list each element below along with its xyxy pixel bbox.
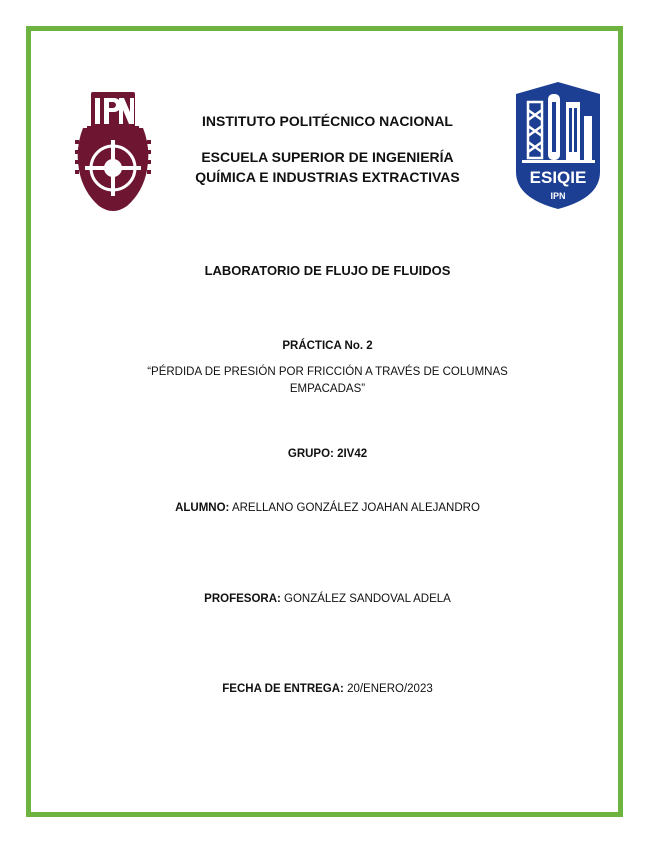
lab-name: LABORATORIO DE FLUJO DE FLUIDOS — [204, 263, 451, 278]
practice-title-line1: “PÉRDIDA DE PRESIÓN POR FRICCIÓN A TRAVÉS DE COLUMNAS — [147, 366, 508, 378]
teacher-label: PROFESORA: — [204, 593, 281, 605]
practice-number: PRÁCTICA No. 2 — [282, 340, 373, 352]
student-line — [0, 502, 655, 514]
school-name-line2: QUÍMICA E INDUSTRIAS EXTRACTIVAS — [195, 169, 460, 185]
institution-name: INSTITUTO POLITÉCNICO NACIONAL — [202, 113, 453, 129]
due-date-line — [0, 683, 655, 695]
group: GRUPO: 2IV42 — [287, 448, 368, 460]
esiqie-logo — [512, 80, 605, 211]
practice-title — [0, 364, 655, 398]
teacher-name: GONZÁLEZ SANDOVAL ADELA — [280, 593, 451, 605]
teacher-line — [0, 593, 655, 605]
school-name — [0, 147, 655, 187]
student-label: ALUMNO: — [175, 502, 230, 514]
school-name-line1: ESCUELA SUPERIOR DE INGENIERÍA — [201, 149, 454, 165]
esiqie-logo-subtext: IPN — [550, 191, 566, 201]
esiqie-logo-text: ESIQIE — [529, 168, 587, 187]
student-name: ARELLANO GONZÁLEZ JOAHAN ALEJANDRO — [229, 502, 480, 514]
due-date-value: 20/ENERO/2023 — [343, 683, 433, 695]
due-date-label: FECHA DE ENTREGA: — [222, 683, 344, 695]
practice-title-line2: EMPACADAS” — [289, 383, 366, 395]
